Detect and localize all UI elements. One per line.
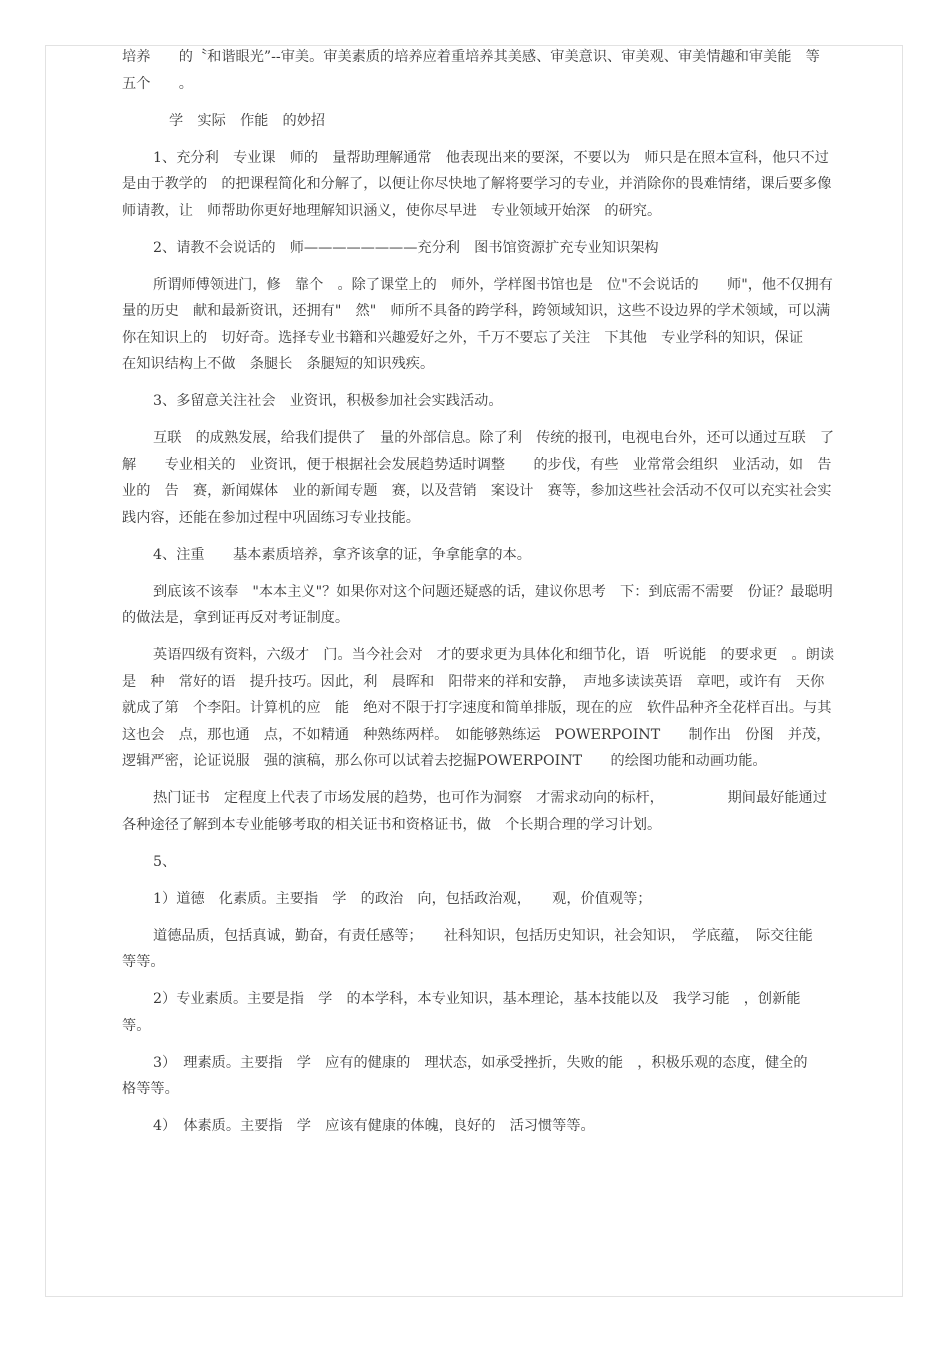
paragraph-aesthetic: 培养 的〝和谐眼光”--审美。审美素质的培养应着重培养其美感、审美意识、审美观、审美情趣和审美能 等五个 。 [122,49,820,92]
list-item-psychological: 3） 理素质。主要指 学 应有的健康的 理状态，如承受挫折，失败的能 ，积极乐观的态度，健全的 格等等。 [122,1054,822,1097]
list-item-professional: 2）专业素质。主要是指 学 的本学科，本专业知识，基本理论，基本技能以及 我学习能 ，创新能 等。 [122,991,815,1034]
list-item-physical: 4） 体素质。主要指 学 应该有健康的体魄，良好的 活习惯等等。 [153,1118,595,1134]
paragraph-hot-certificates: 热门证书 定程度上代表了市场发展的趋势，也可作为洞察 才需求动向的标杆， 期间最好能通过各种途径了解到本专业能够考取的相关证书和资格证书，做 个长期合理的学习计划。 [122,790,827,833]
paragraph-english-computer: 英语四级有资料，六级才 门。当今社会对 才的要求更为具体化和细节化，语 听说能 的要求更 。朗读是 种 常好的语 提升技巧。因此，利 晨晖和 阳带来的祥和安静， 声地多读读英语 章吧，或许有 天你就成了第 个李阳。计算机的应 能 绝对不限于打字速度和简单排版，现在的应 软件品种齐全花样百出。与其这也会 点，那也通 点，不如精通 种熟练两样。 如能够熟练运 POWERPOINT 制作出 份图 并茂，逻辑严密，论证说服 强的演稿，那么你可以试着去挖掘POWERPOINT 的绘图功能和动画功能。 [122,647,835,769]
section-title: 学 实际 作能 的妙招 [169,112,326,129]
heading-tip-5: 5、 [153,853,177,870]
paragraph-moral-detail: 道德品质，包括真诚，勤奋，有责任感等； 社科知识，包括历史知识，社会知识， 学底蕴， 际交往能 等等。 [122,927,827,970]
paragraph-tip-1: 1、充分利 专业课 师的 量帮助理解通常 他表现出来的要深，不要以为 师只是在照本宣科，他只不过是由于教学的 的把课程简化和分解了，以便让你尽快地了解将要学习的专业，并消除你的畏难情绪，课后要多像 师请教，让 师帮助你更好地理解知识涵义，使你尽早进 专业领域开始深 的研究。 [122,149,846,219]
list-item-moral: 1）道德 化素质。主要指 学 的政治 向，包括政治观， 观，价值观等； [153,890,652,907]
heading-tip-3: 3、多留意关注社会 业资讯，积极参加社会实践活动。 [153,393,503,409]
heading-tip-2: 2、请教不会说话的 师————————充分利 图书馆资源扩充专业知识架构 [153,239,659,256]
paragraph-certificates: 到底该不该奉 "本本主义"？如果你对这个问题还疑惑的话，建议你思考 下：到底需不需要 份证？最聪明的做法是，拿到证再反对考证制度。 [122,583,833,626]
paragraph-internet: 互联 的成熟发展，给我们提供了 量的外部信息。除了利 传统的报刊，电视电台外，还可以通过互联 了解 专业相关的 业资讯，便于根据社会发展趋势适时调整 的步伐，有些 业常常会组织 业活动，如 告 业的 告 赛，新闻媒体 业的新闻专题 赛，以及营销 案设计 赛等，参加这些社会活动不仅可以充实社会实践内容，还能在参加过程中巩固练习专业技能。 [122,430,846,526]
paragraph-library: 所谓师傅领进门，修 靠个 。除了课堂上的 师外，学样图书馆也是 位"不会说话的 师"，他不仅拥有 量的历史 献和最新资讯，还拥有" 然" 师所不具备的跨学科，跨领域知识，这些不设边界的学术领域，可以满 你在知识上的 切好奇。选择专业书籍和兴趣爱好之外，千万不要忘了关注 下其他 专业学科的知识，保证 在知识结构上不做 条腿长 条腿短的知识残疾。 [122,276,848,372]
heading-tip-4: 4、注重 基本素质培养，拿齐该拿的证，争拿能拿的本。 [153,546,531,563]
document-body [122,44,848,1150]
